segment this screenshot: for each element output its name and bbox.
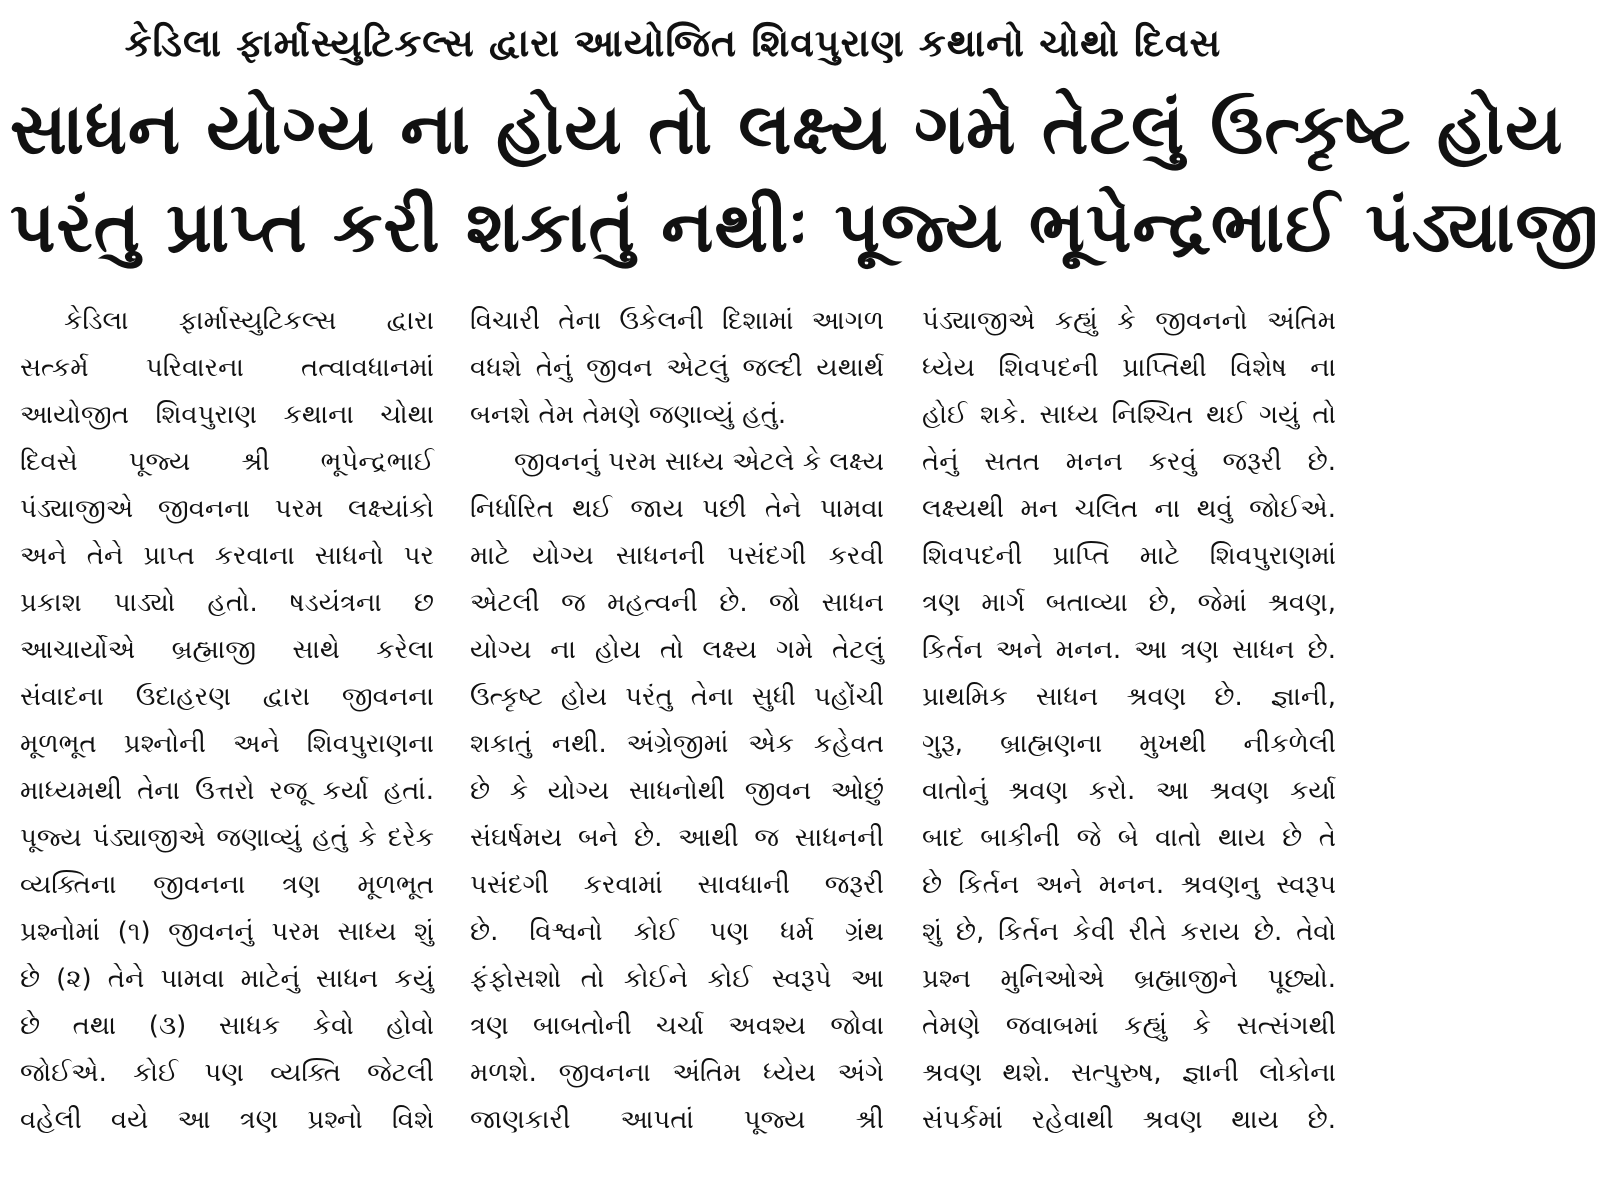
text-line: હોઈ શકે. સાધ્ય નિશ્ચિત થઈ ગયું તો — [922, 400, 1336, 430]
text-line: ગુરૂ, બ્રાહ્મણના મુખથી નીકળેલી — [922, 729, 1336, 759]
text-line: છે (૨) તેને પામવા માટેનું સાધન કયું — [20, 964, 434, 994]
text-line: મળશે. જીવનના અંતિમ ધ્યેય અંગે — [470, 1058, 884, 1088]
text-line: પ્રકાશ પાડ્યો હતો. ષડયંત્રના છ — [20, 588, 434, 618]
headline-line-1: સાધન યોગ્ય ના હોય તો લક્ષ્ય ગમે તેટલું ઉત્કૃષ્ટ હોય — [10, 88, 1564, 170]
text-line: ફંફોસશો તો કોઈને કોઈ સ્વરૂપે આ — [470, 964, 884, 994]
text-line: અને તેને પ્રાપ્ત કરવાના સાધનો પર — [20, 541, 434, 571]
text-line: શિવપદની પ્રાપ્તિ માટે શિવપુરાણમાં — [922, 541, 1336, 571]
text-line: પસંદગી કરવામાં સાવધાની જરૂરી — [470, 870, 884, 900]
text-line: જાણકારી આપતાં પૂજ્ય શ્રી — [470, 1105, 884, 1135]
headline-line-2: પરંતુ પ્રાપ્ત કરી શકાતું નથીઃ પૂજ્ય ભૂપેન્દ્રભાઈ પંડ્યાજી — [10, 186, 1599, 268]
text-line: વધશે તેનું જીવન એટલું જલ્દી યથાર્થ — [470, 353, 884, 383]
text-line: બનશે તેમ તેમણે જણાવ્યું હતું. — [470, 400, 787, 430]
text-line: પંડ્યાજીએ કહ્યું કે જીવનનો અંતિમ — [922, 306, 1336, 336]
text-line: તેનું સતત મનન કરવું જરૂરી છે. — [922, 447, 1336, 477]
text-column-2 — [470, 298, 884, 1168]
text-line: પૂજ્ય પંડ્યાજીએ જણાવ્યું હતું કે દરેક — [20, 823, 434, 853]
text-line: છે તથા (૩) સાધક કેવો હોવો — [20, 1011, 434, 1041]
text-line: લક્ષ્યથી મન ચલિત ના થવું જોઈએ. — [922, 494, 1336, 524]
text-line: વિચારી તેના ઉકેલની દિશામાં આગળ — [470, 306, 884, 336]
text-column-1 — [20, 298, 434, 1168]
text-line: છે કે યોગ્ય સાધનોથી જીવન ઓછું — [470, 776, 884, 806]
text-line: બાદ બાકીની જે બે વાતો થાય છે તે — [922, 823, 1336, 853]
text-line: જોઈએ. કોઈ પણ વ્યક્તિ જેટલી — [20, 1058, 434, 1088]
text-line: સત્કર્મ પરિવારના તત્વાવધાનમાં — [20, 353, 434, 383]
text-line: પ્રાથમિક સાધન શ્રવણ છે. જ્ઞાની, — [922, 682, 1336, 712]
text-line: સંપર્કમાં રહેવાથી શ્રવણ થાય છે. — [922, 1105, 1336, 1135]
text-line: માટે યોગ્ય સાધનની પસંદગી કરવી — [470, 541, 884, 571]
text-column-3 — [922, 298, 1336, 1168]
text-line: છે કિર્તન અને મનન. શ્રવણનુ સ્વરૂપ — [922, 870, 1336, 900]
text-line: પંડ્યાજીએ જીવનના પરમ લક્ષ્યાંકો — [20, 494, 434, 524]
text-line: ત્રણ માર્ગ બતાવ્યા છે, જેમાં શ્રવણ, — [922, 588, 1336, 618]
text-line: ઉત્કૃષ્ટ હોય પરંતુ તેના સુધી પહોંચી — [470, 682, 884, 712]
text-line: મૂળભૂત પ્રશ્નોની અને શિવપુરાણના — [20, 729, 434, 759]
text-line: તેમણે જવાબમાં કહ્યું કે સત્સંગથી — [922, 1011, 1336, 1041]
text-line: વ્યક્તિના જીવનના ત્રણ મૂળભૂત — [20, 870, 434, 900]
text-line: વહેલી વયે આ ત્રણ પ્રશ્નો વિશે — [20, 1105, 434, 1135]
text-line: પ્રશ્ન મુનિઓએ બ્રહ્માજીને પૂછ્યો. — [922, 964, 1336, 994]
text-line: વાતોનું શ્રવણ કરો. આ શ્રવણ કર્યા — [922, 776, 1336, 806]
text-line: માધ્યમથી તેના ઉત્તરો રજૂ કર્યા હતાં. — [20, 776, 434, 806]
text-line: આયોજીત શિવપુરાણ કથાના ચોથા — [20, 400, 434, 430]
text-line: યોગ્ય ના હોય તો લક્ષ્ય ગમે તેટલું — [470, 635, 884, 665]
text-line: એટલી જ મહત્વની છે. જો સાધન — [470, 588, 884, 618]
text-line: નિર્ધારિત થઈ જાય પછી તેને પામવા — [470, 494, 884, 524]
text-line: કિર્તન અને મનન. આ ત્રણ સાધન છે. — [922, 635, 1336, 665]
article-kicker: કેડિલા ફાર્માસ્યુટિકલ્સ દ્વારા આયોજિત શિવપુરાણ કથાનો ચોથો દિવસ — [124, 21, 1222, 65]
text-line: શું છે, કિર્તન કેવી રીતે કરાય છે. તેવો — [922, 917, 1336, 947]
text-line: સંઘર્ષમય બને છે. આથી જ સાધનની — [470, 823, 884, 853]
text-line: છે. વિશ્વનો કોઈ પણ ધર્મ ગ્રંથ — [470, 917, 884, 947]
text-line: પ્રશ્નોમાં (૧) જીવનનું પરમ સાધ્ય શું — [20, 917, 434, 947]
text-line: સંવાદના ઉદાહરણ દ્વારા જીવનના — [20, 682, 434, 712]
text-line: દિવસે પૂજ્ય શ્રી ભૂપેન્દ્રભાઈ — [20, 447, 434, 477]
text-line: આચાર્યોએ બ્રહ્માજી સાથે કરેલા — [20, 635, 434, 665]
text-line: ત્રણ બાબતોની ચર્ચા અવશ્ય જોવા — [470, 1011, 884, 1041]
text-line: ધ્યેય શિવપદની પ્રાપ્તિથી વિશેષ ના — [922, 353, 1336, 383]
text-line: શકાતું નથી. અંગ્રેજીમાં એક કહેવત — [470, 729, 884, 759]
text-line: જીવનનું પરમ સાધ્ય એટલે કે લક્ષ્ય — [514, 447, 885, 477]
text-line: શ્રવણ થશે. સત્પુરુષ, જ્ઞાની લોકોના — [922, 1058, 1336, 1088]
text-line: કેડિલા ફાર્માસ્યુટિકલ્સ દ્વારા — [64, 306, 434, 336]
